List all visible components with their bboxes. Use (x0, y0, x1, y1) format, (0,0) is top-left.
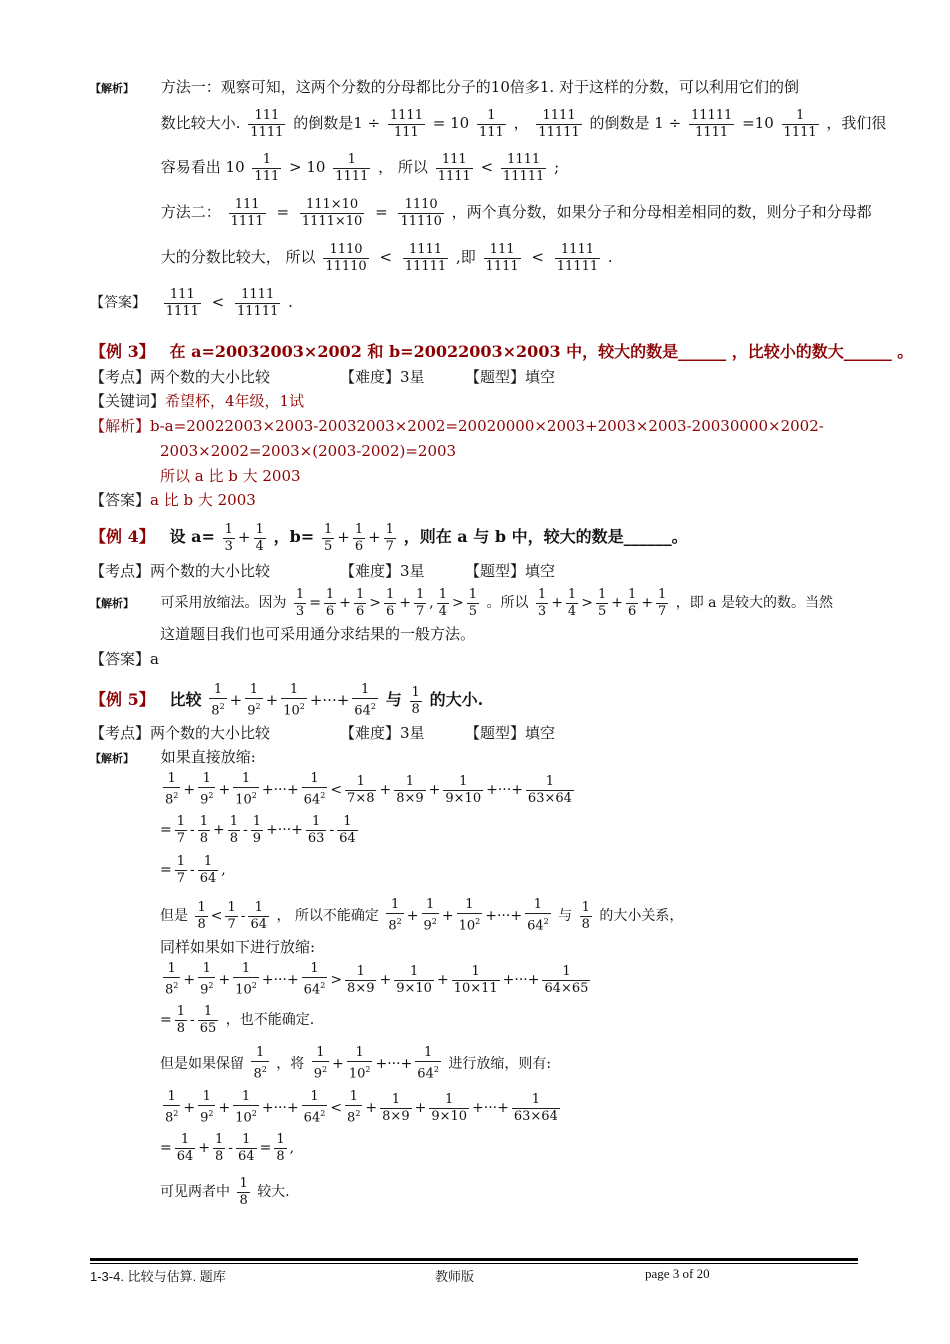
analysis-text: ， 所以不能确定 (276, 908, 379, 924)
math-row: = $\frac{1}{7}$ - $\frac{1}{64}$ , (160, 853, 226, 886)
math-row: $\frac{1}{8^2}$ + $\frac{1}{9^2}$ + $\frac{1}{10^2}$ +···+ $\frac{1}{64^2}$ > $\frac{1}{8\times 9}$ + $\frac{1}{9\times 10}$ + $\frac{1}{10\times 11}$ +···+ $\frac{1}{64\times 65}$ (165, 961, 589, 998)
keywords-label: 【关键词】 (90, 392, 166, 410)
fraction: $\frac{11111}{1111}$ (690, 107, 733, 140)
kaodian-value: 两个数的大小比较 (150, 368, 271, 386)
math-row: = $\frac{1}{7}$ - $\frac{1}{8}$ + $\frac{1}{8}$ - $\frac{1}{9}$ +···+ $\frac{1}{63}$ - $\frac{1}{64}$ (160, 813, 356, 846)
fraction: $\frac{111}{1111}$ (485, 241, 519, 274)
footer-divider-thin (90, 1263, 858, 1264)
text: ，两个真分数，如果分子和分母相差相同的数，则分子和分母都 (451, 203, 872, 221)
tixing-value: 填空 (525, 562, 556, 580)
math-row: $\frac{1}{8^2}$ + $\frac{1}{9^2}$ + $\frac{1}{10^2}$ +···+ $\frac{1}{64^2}$ < $\frac{1}{7\times 8}$ + $\frac{1}{8\times 9}$ + $\frac{1}{9\times 10}$ +···+ $\frac{1}{63\times 64}$ (165, 771, 572, 808)
text: 的倒数是 1 ÷ (589, 114, 682, 132)
question-text: 的大小. (429, 690, 484, 709)
analysis-text: 这道题目我们也可采用通分求结果的一般方法。 (160, 625, 476, 643)
kaodian-value: 两个数的大小比较 (150, 562, 271, 580)
fraction: $\frac{1111}{11111}$ (502, 151, 545, 184)
text: = 10 (432, 114, 470, 132)
analysis-line: 所以 a 比 b 大 2003 (160, 467, 301, 485)
analysis-text: 。所以 (486, 595, 529, 611)
text: 大的分数比较大， 所以 (160, 248, 316, 266)
analysis-label: 【解析】 (90, 597, 134, 610)
question-text: 设 a= (169, 527, 215, 546)
math-row: $\frac{1}{8^2}$ + $\frac{1}{9^2}$ + $\frac{1}{10^2}$ +···+ $\frac{1}{64^2}$ < $\frac{1}{8^2}$ + $\frac{1}{8\times 9}$ + $\frac{1}{9\times 10}$ +···+ $\frac{1}{63\times 64}$ (165, 1089, 558, 1126)
text: 方法二： (160, 203, 221, 221)
example-3 (90, 340, 914, 512)
kaodian-value: 两个数的大小比较 (150, 724, 271, 742)
fraction: $\frac{1}{111}$ (478, 107, 504, 140)
analysis-text: 同样如果如下进行放缩: (160, 938, 316, 956)
text: < (480, 158, 494, 176)
analysis-text: 可采用放缩法。因为 (160, 595, 287, 611)
question-text: 比较 (169, 690, 202, 709)
nandu-value: 3星 (400, 368, 425, 386)
nandu-value: 3星 (400, 562, 425, 580)
analysis-text: ，即 a 是较大的数。当然 (675, 595, 833, 611)
nandu-label: 【难度】 (340, 724, 401, 742)
tixing-label: 【题型】 (465, 368, 526, 386)
kaodian-label: 【考点】 (90, 368, 151, 386)
analysis-line: 2003×2002=2003×(2003-2002)=2003 (160, 442, 457, 460)
nandu-label: 【难度】 (340, 562, 401, 580)
tixing-label: 【题型】 (465, 562, 526, 580)
kaodian-label: 【考点】 (90, 724, 151, 742)
fraction: $\frac{1111}{11111}$ (237, 286, 279, 319)
math-row: 可见两者中 $\frac{1}{8}$ 较大. (160, 1175, 290, 1208)
math-row: = $\frac{1}{64}$ + $\frac{1}{8}$ - $\frac{1}{64}$ = $\frac{1}{8}$ , (160, 1131, 295, 1164)
example-3-heading: 【例 3】 (90, 342, 155, 361)
analysis-text: 如果直接放缩: (160, 748, 256, 766)
answer-label: 【答案】 (90, 650, 151, 668)
question-text: ，则在 a 与 b 中，较大的数是______。 (403, 527, 688, 546)
tixing-value: 填空 (525, 368, 556, 386)
text: ,即 (455, 248, 476, 266)
analysis-text: 可见两者中 (160, 1184, 230, 1200)
answer-value: a (150, 650, 159, 668)
keywords-value: 希望杯，4年级，1试 (165, 392, 305, 410)
example-5-heading: 【例 5】 (90, 690, 155, 709)
analysis-label: 【解析】 (90, 752, 134, 765)
analysis-text: 与 (558, 908, 573, 924)
text: 容易看出 10 (160, 158, 245, 176)
fraction: $\frac{1}{111}$ (254, 151, 280, 184)
example-4-heading: 【例 4】 (90, 527, 155, 546)
example-5: 【例 5】 比较 $\frac{1}{8^2}$ + $\frac{1}{9^2}$ + $\frac{1}{10^2}$ +···+ $\frac{1}{64^2}$ 与 $\frac{1}{8}$ 的大小. 【考点】两个数的大小比较 【难度】3星 【题型】填空 【解析】 如果直接放缩: $\frac{1}{8^2}$ + $\frac{1}{9^2}$ + $\frac{1}{10^2}$ +···+ $\frac{1}{64^2}$ < $\frac{1}{7\times 8}$ + $\frac{1}{8\times 9}$ + $\frac{1}{9\times 10}$ +···+ $\frac{1}{63\times 64}$ = $\frac{1}{7}$ - $\frac{1}{8}$ + $\frac{1}{8}$ - $\frac{1}{9}$ +···+ $\frac{1}{63}$ - $\frac{1}{64}$ = $\frac{1}{7}$ - $\frac{1}{64}$ , 但是 $\frac{1}{8}$ < $\frac{1}{7}$ - $\frac{1}{64}$ ， 所以不能确定 $\frac{1}{8^2}$ + $\frac{1}{9^2}$ + $\frac{1}{10^2}$ +···+ $\frac{1}{64^2}$ 与 $\frac{1}{8}$ 的大小关系， 同样如果如下进行放缩: $\frac{1}{8^2}$ + $\frac{1}{9^2}$ + $\frac{1}{10^2}$ +···+ $\frac{1}{64^2}$ > $\frac{1}{8\times 9}$ + $\frac{1}{9\times 10}$ + $\frac{1}{10\times 11}$ +···+ $\frac{1}{64\times 65}$ = $\frac{1}{8}$ - $\frac{1}{65}$ ，也不能确定. 但是如果保留 $\frac{1}{8^2}$ ，将 $\frac{1}{9^2}$ + $\frac{1}{10^2}$ +···+ $\frac{1}{64^2}$ 进行放缩，则有: $\frac{1}{8^2}$ + $\frac{1}{9^2}$ + $\frac{1}{10^2}$ +···+ $\frac{1}{64^2}$ < $\frac{1}{8^2}$ + $\frac{1}{8\times 9}$ + $\frac{1}{9\times 10}$ +···+ $\frac{1}{63\times 64}$ = $\frac{1}{64}$ + $\frac{1}{8}$ - $\frac{1}{64}$ = $\frac{1}{8}$ , 可见两者中 $\frac{1}{8}$ 较大. (90, 678, 870, 1212)
analysis-text: ，将 (276, 1056, 305, 1072)
analysis-text: ，也不能确定. (225, 1012, 315, 1028)
nandu-label: 【难度】 (340, 368, 401, 386)
math-row: = $\frac{1}{8}$ - $\frac{1}{65}$ ，也不能确定. (160, 1003, 315, 1036)
fraction: $\frac{111}{1111}$ (165, 286, 199, 319)
text: ，我们很 (826, 114, 887, 132)
fraction: $\frac{111}{1111}$ (230, 196, 264, 229)
footer-divider (90, 1258, 858, 1261)
text: 的倒数是1 ÷ (293, 114, 381, 132)
text: =10 (742, 114, 774, 132)
fraction: $\frac{1111}{11111}$ (404, 241, 447, 274)
text: 数比较大小. (160, 114, 241, 132)
analysis-text: 但是如果保留 (160, 1056, 244, 1072)
fraction: $\frac{1111}{11111}$ (556, 241, 599, 274)
text: ， (513, 114, 529, 132)
text: ， 所以 (378, 158, 428, 176)
math-row: 但是 $\frac{1}{8}$ < $\frac{1}{7}$ - $\frac{1}{64}$ ， 所以不能确定 $\frac{1}{8^2}$ + $\frac{1}{9^2}$ + $\frac{1}{10^2}$ +···+ $\frac{1}{64^2}$ 与 $\frac{1}{8}$ 的大小关系， (160, 897, 684, 934)
nandu-value: 3星 (400, 724, 425, 742)
math-row: 但是如果保留 $\frac{1}{8^2}$ ，将 $\frac{1}{9^2}$ + $\frac{1}{10^2}$ +···+ $\frac{1}{64^2}$ 进行放缩，则有: (160, 1045, 552, 1082)
tixing-value: 填空 (525, 724, 556, 742)
analysis-line: b-a=20022003×2003-20032003×2002=20020000×2003+2003×2003-20030000×2002- (150, 417, 824, 435)
fraction: $\frac{111}{1111}$ (437, 151, 471, 184)
footer-page-number: page 3 of 20 (645, 1266, 710, 1281)
answer-label: 【答案】 (90, 491, 151, 509)
fraction: $\frac{1110}{11110}$ (400, 196, 442, 229)
fraction: $\frac{1111}{11111}$ (538, 107, 580, 140)
method1-text: 方法一：观察可知，这两个分数的分母都比分子的10倍多1. 对于这样的分数，可以利用它们的倒 (160, 78, 799, 96)
footer-center: 教师版 (435, 1269, 475, 1284)
analysis-block-1: 【解析】 方法一：观察可知，这两个分数的分母都比分子的10倍多1. 对于这样的分数，可以利用它们的倒 数比较大小. $\frac{111}{1111}$ 的倒数是1 ÷ $\frac{1111}{111}$ = 10 $\frac{1}{111}$ ， $\frac{1111}{11111}$ 的倒数是 1 ÷ $\frac{11111}{1111}$ =10 $\frac{1}{1111}$ ，我们很 容易看出 10 $\frac{1}{111}$ > 10 $\frac{1}{1111}$ ， 所以 $\frac{111}{1111}$ < $\frac{1111}{11111}$ ; 方法二： $\frac{111}{1111}$ = $\frac{111\times 10}{1111\times 10}$ = $\frac{1110}{11110}$ ，两个真分数，如果分子和分母相差相同的数，则分子和分母都 大的分数比较大， 所以 $\frac{1110}{11110}$ < $\frac{1111}{11111}$ ,即 $\frac{111}{1111}$ < $\frac{1111}{11111}$ . 【答案】 $\frac{111}{1111}$ < $\frac{1111}{11111}$ . (90, 75, 870, 325)
analysis-text: 但是 (160, 908, 188, 924)
analysis-text: 的大小关系， (599, 908, 684, 924)
text: > 10 (289, 158, 326, 176)
question-text: 与 (385, 690, 402, 709)
example-3-question: 在 a=20032003×2002 和 b=20022003×2003 中，较大的数是______ ，比较小的数大______ 。 (169, 342, 914, 361)
analysis-text: 进行放缩，则有: (448, 1056, 552, 1072)
fraction: $\frac{1}{1111}$ (783, 107, 817, 140)
fraction: $\frac{111}{1111}$ (250, 107, 284, 140)
analysis-text: 较大. (257, 1184, 290, 1200)
analysis-label: 【解析】 (90, 82, 134, 95)
answer-value: a 比 b 大 2003 (150, 491, 256, 509)
example-4: 【例 4】 设 a= $\frac{1}{3}$ + $\frac{1}{4}$ ，b= $\frac{1}{5}$ + $\frac{1}{6}$ + $\frac{1}{7}$ ，则在 a 与 b 中，较大的数是______。 【考点】两个数的大小比较 【难度】3星 【题型】填空 【解析】 可采用放缩法。因为 $\frac{1}{3}$ = $\frac{1}{6}$ + $\frac{1}{6}$ > $\frac{1}{6}$ + $\frac{1}{7}$ , $\frac{1}{4}$ > $\frac{1}{5}$ 。所以 $\frac{1}{3}$ + $\frac{1}{4}$ > $\frac{1}{5}$ + $\frac{1}{6}$ + $\frac{1}{7}$ ，即 a 是较大的数。当然 这道题目我们也可采用通分求结果的一般方法。 【答案】a (90, 521, 833, 668)
fraction: $\frac{1111}{111}$ (389, 107, 423, 140)
answer-label: 【答案】 (90, 295, 146, 311)
analysis-label: 【解析】 (90, 417, 151, 435)
fraction: $\frac{111\times 10}{1111\times 10}$ (301, 196, 363, 229)
question-text: ，b= (273, 527, 315, 546)
fraction: $\frac{1}{1111}$ (335, 151, 369, 184)
kaodian-label: 【考点】 (90, 562, 151, 580)
tixing-label: 【题型】 (465, 724, 526, 742)
footer-left: 1-3-4. 比较与估算. 题库 (90, 1269, 226, 1284)
fraction: $\frac{1110}{11110}$ (325, 241, 367, 274)
